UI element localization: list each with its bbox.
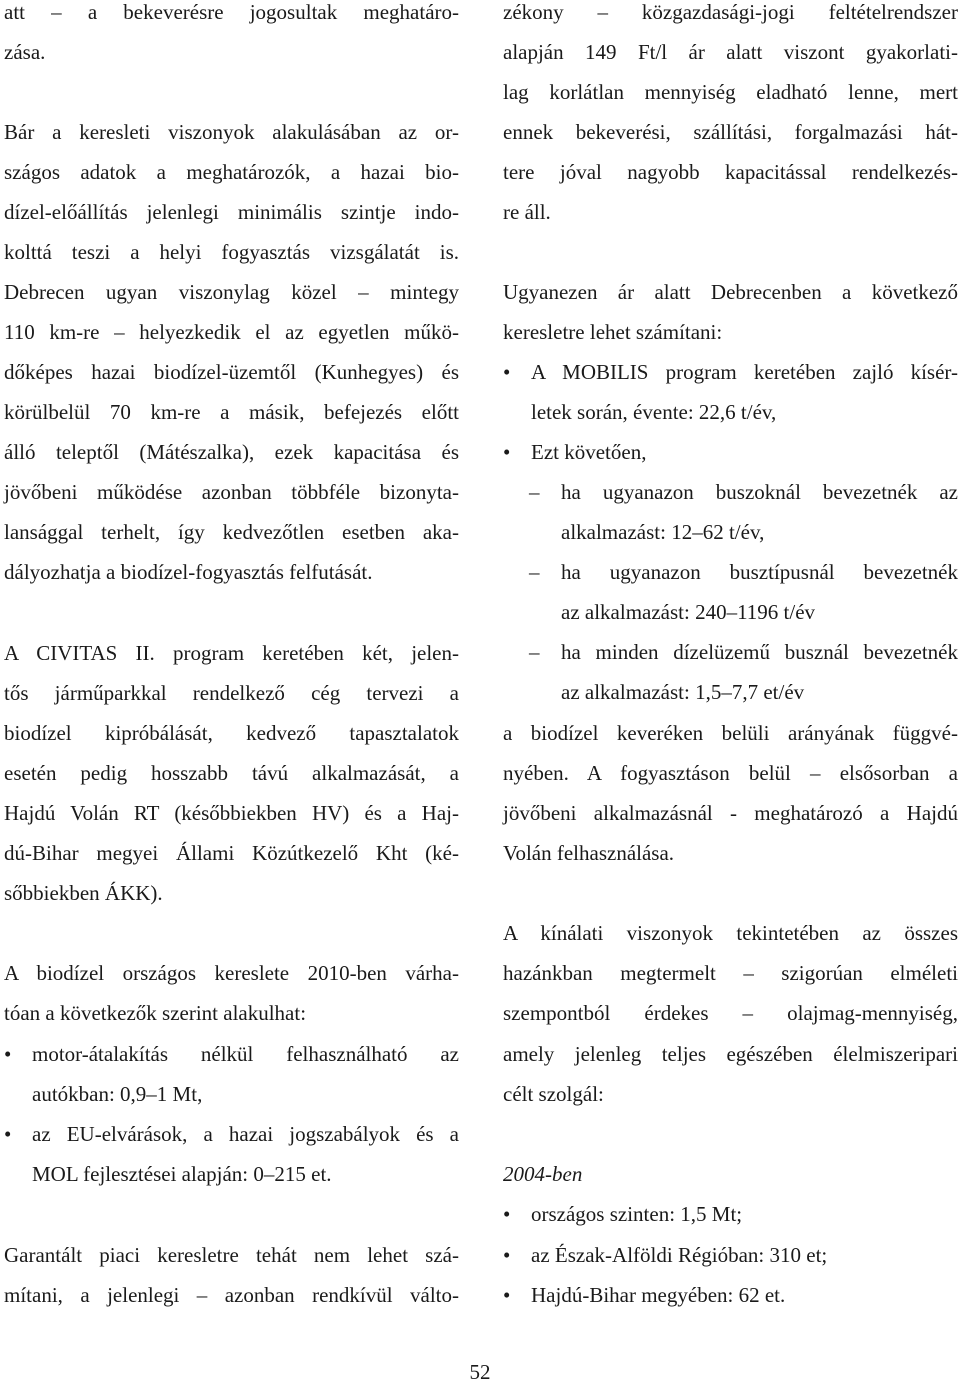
list-item-text: országos szinten: 1,5 Mt; <box>531 1202 743 1226</box>
text-line: A CIVITAS II. program keretében két, jelen- <box>4 641 459 665</box>
year-heading: 2004-ben <box>503 1162 583 1186</box>
text-line: lag korlátlan mennyiség eladható lenne, mert <box>503 80 958 104</box>
text-line: célt szolgál: <box>503 1082 604 1106</box>
list-item-text: az Észak-Alföldi Régióban: 310 et; <box>531 1243 828 1267</box>
list-item-continuation: autókban: 0,9–1 Mt, <box>32 1082 203 1106</box>
text-line: Debrecen ugyan viszonylag közel – mintegy <box>4 280 459 304</box>
text-line: re áll. <box>503 200 551 224</box>
page-number: 52 <box>469 1360 491 1384</box>
text-line: dőképes hazai biodízel-üzemtől (Kunhegyes) és <box>4 360 459 384</box>
list-item <box>503 352 958 392</box>
text-line: jövőbeni alkalmazásnál - meghatározó a Hajdú <box>503 801 958 825</box>
list-item <box>4 1034 459 1074</box>
text-line: Volán felhasználása. <box>503 841 675 865</box>
text-line: dízel-előállítás jelenlegi minimális szintje indo- <box>4 200 459 224</box>
text-line: körülbelül 70 km-re a másik, befejezés előtt <box>4 400 459 424</box>
text-line: esetén pedig hosszabb távú alkalmazását, a <box>4 761 459 785</box>
dash-icon: – <box>529 560 540 584</box>
text-line: A biodízel országos kereslete 2010-ben várha- <box>4 961 459 985</box>
text-line: mítani, a jelenlegi – azonban rendkívül válto- <box>4 1283 459 1307</box>
text-line: sőbbiekben ÁKK). <box>4 881 163 905</box>
dash-item <box>529 472 958 512</box>
bullet-icon: • <box>503 1243 511 1267</box>
text-line: lansággal terhelt, így kedvezőtlen esetben aka- <box>4 520 459 544</box>
list-item <box>503 1275 958 1315</box>
bullet-icon: • <box>503 1202 511 1226</box>
bullet-icon: • <box>503 1283 511 1307</box>
text-line: dályozhatja a biodízel-fogyasztás felfutását. <box>4 560 373 584</box>
text-line: att – a bekeverésre jogosultak meghatáro- <box>4 0 459 24</box>
text-line: nyében. A fogyasztáson belül – elsősorban a <box>503 761 958 785</box>
text-line: dú-Bihar megyei Állami Közútkezelő Kht (ké- <box>4 841 459 865</box>
list-item-continuation: MOL fejlesztései alapján: 0–215 et. <box>32 1162 332 1186</box>
text-line: tős járműparkkal rendelkező cég tervezi a <box>4 681 459 705</box>
text-line: Ugyanezen ár alatt Debrecenben a következő <box>503 280 958 304</box>
dash-item-text: ha ugyanazon busztípusnál bevezetnék <box>561 560 958 584</box>
text-line: jövőbeni működése azonban többféle bizonyta- <box>4 480 459 504</box>
text-line: biodízel kipróbálását, kedvező tapasztalatok <box>4 721 459 745</box>
bullet-icon: • <box>4 1122 12 1146</box>
dash-item-text: ha minden dízelüzemű busznál bevezetnék <box>561 640 958 664</box>
text-line: kolttá teszi a helyi fogyasztás vizsgálatát is. <box>4 240 459 264</box>
list-item-text: motor-átalakítás nélkül felhasználható az <box>32 1042 459 1066</box>
text-line: Hajdú Volán RT (későbbiekben HV) és a Haj- <box>4 801 459 825</box>
list-item-continuation: letek során, évente: 22,6 t/év, <box>531 400 777 424</box>
dash-item-text: ha ugyanazon buszoknál bevezetnék az <box>561 480 958 504</box>
list-item-text: az EU-elvárások, a hazai jogszabályok és a <box>32 1122 459 1146</box>
text-line: zékony – közgazdasági-jogi feltételrendszer <box>503 0 958 24</box>
text-line: 110 km-re – helyezkedik el az egyetlen műkö- <box>4 320 459 344</box>
dash-item <box>529 552 958 592</box>
dash-item-continuation: az alkalmazást: 240–1196 t/év <box>561 600 816 624</box>
list-item <box>4 1114 459 1154</box>
text-line: zása. <box>4 40 46 64</box>
list-item <box>503 432 958 472</box>
bullet-icon: • <box>4 1042 12 1066</box>
text-line: Bár a keresleti viszonyok alakulásában az or- <box>4 120 459 144</box>
text-line: alapján 149 Ft/l ár alatt viszont gyakorlati- <box>503 40 958 64</box>
list-item-text: Hajdú-Bihar megyében: 62 et. <box>531 1283 786 1307</box>
text-line: tere jóval nagyobb kapacitással rendelkezés- <box>503 160 958 184</box>
list-item-text: A MOBILIS program keretében zajló kísér- <box>531 360 958 384</box>
text-line: hazánkban megtermelt – szigorúan elméleti <box>503 961 958 985</box>
dash-item-continuation: az alkalmazást: 1,5–7,7 et/év <box>561 680 805 704</box>
dash-item-continuation: alkalmazást: 12–62 t/év, <box>561 520 765 544</box>
text-line: keresletre lehet számítani: <box>503 320 723 344</box>
bullet-icon: • <box>503 360 511 384</box>
dash-icon: – <box>529 640 540 664</box>
text-line: amely jelenleg teljes egészében élelmiszeripari <box>503 1042 958 1066</box>
text-line: tóan a következők szerint alakulhat: <box>4 1001 307 1025</box>
text-line: A kínálati viszonyok tekintetében az összes <box>503 921 958 945</box>
text-line: szempontból érdekes – olajmag-mennyiség, <box>503 1001 958 1025</box>
list-item <box>503 1235 958 1275</box>
text-line: álló teleptől (Mátészalka), ezek kapacitása és <box>4 440 459 464</box>
dash-icon: – <box>529 480 540 504</box>
list-item <box>503 1194 958 1234</box>
text-line: a biodízel keveréken belüli arányának függvé- <box>503 721 958 745</box>
text-line: Garantált piaci keresletre tehát nem lehet szá- <box>4 1243 459 1267</box>
dash-item <box>529 632 958 672</box>
text-line: szágos adatok a meghatározók, a hazai bio- <box>4 160 459 184</box>
list-item-text: Ezt követően, <box>531 440 647 464</box>
text-line: ennek bekeverési, szállítási, forgalmazási hát- <box>503 120 958 144</box>
bullet-icon: • <box>503 440 511 464</box>
